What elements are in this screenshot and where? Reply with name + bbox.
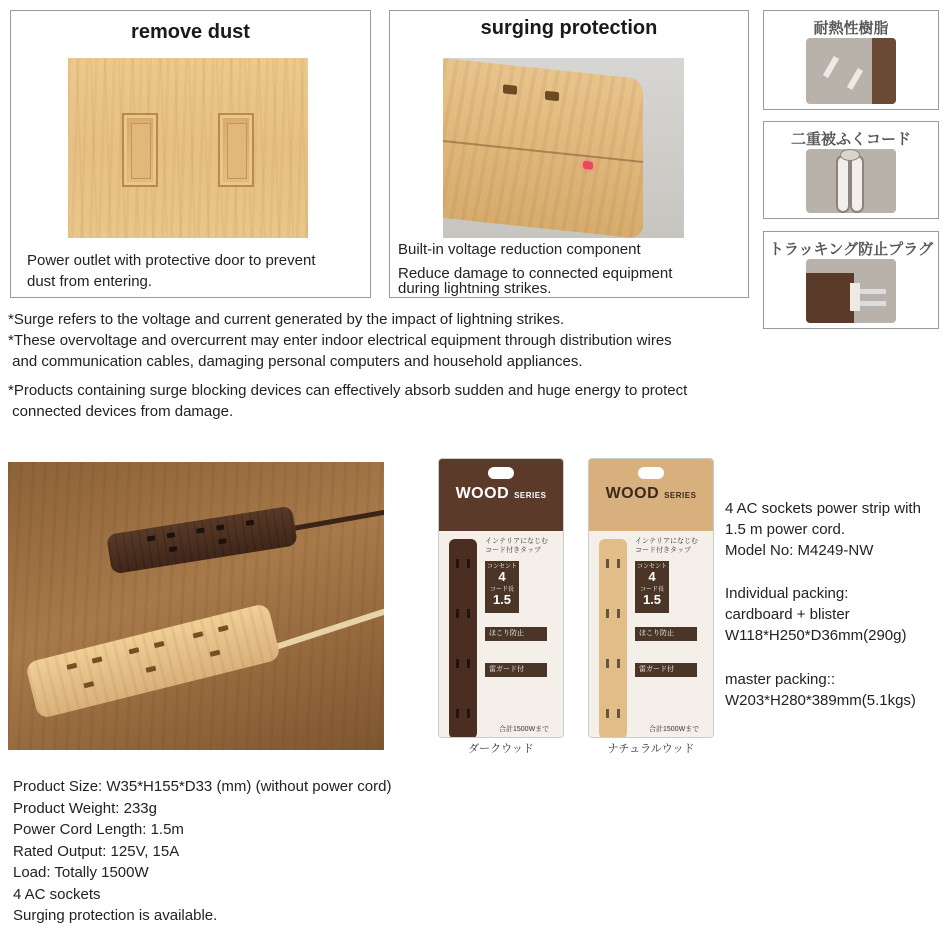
hang-hole (638, 467, 664, 479)
package-rating: 合計1500Wまで (499, 726, 550, 733)
product-info-line: Individual packing: (725, 585, 849, 602)
package-brand: WOOD SERIES (605, 485, 697, 502)
spec-product-size: Product Size: W35*H155*D33 (mm) (without power cord) (13, 778, 392, 795)
package-strip-image (449, 539, 477, 738)
package-strip-image (599, 539, 627, 738)
icon-box-resin (763, 10, 939, 110)
package-rating: 合計1500Wまで (649, 726, 700, 733)
spec-product-weight: Product Weight: 233g (13, 800, 157, 817)
package-spec-badge: コンセント 4 コード長 1.5 (635, 561, 669, 613)
feature-surge-protection (389, 10, 749, 298)
surge-indicator-led (583, 161, 593, 170)
package-brand: WOOD SERIES (455, 485, 547, 502)
individual-packing-size: W118*H250*D36mm(290g) (725, 627, 907, 644)
feature-desc-line: Power outlet with protective door to prevent (27, 252, 316, 269)
product-info-line: master packing:: (725, 671, 836, 688)
note-overvoltage: *These overvoltage and overcurrent may enter indoor electrical equipment through distribution wires (8, 332, 672, 349)
natural-wood-power-strip (25, 603, 282, 720)
outlet-door-right (218, 113, 254, 187)
spec-rated-output: Rated Output: 125V, 15A (13, 843, 180, 860)
package-header-text: インテリアになじむ コード付きタップ (485, 538, 548, 554)
anti-tracking-plug-icon (806, 259, 896, 323)
feature-desc-line: Built-in voltage reduction component (398, 241, 641, 258)
product-info-line: cardboard + blister (725, 606, 850, 623)
package-caption-natural: ナチュラルウッド (607, 743, 695, 755)
package-dark-wood (438, 458, 564, 738)
feature-desc-line: during lightning strikes. (398, 280, 552, 297)
package-spec-badge: コンセント 4 コード長 1.5 (485, 561, 519, 613)
icon-box-cord (763, 121, 939, 219)
note-surge-definition: *Surge refers to the voltage and current generated by the impact of lightning strikes. (8, 311, 565, 328)
feature-desc-line: Reduce damage to connected equipment (398, 265, 673, 282)
note-overvoltage-cont: and communication cables, damaging personal computers and household appliances. (8, 353, 583, 370)
spec-surge: Surging protection is available. (13, 907, 218, 924)
model-number: Model No: M4249-NW (725, 542, 874, 559)
power-strip-body (443, 58, 643, 238)
spec-sockets: 4 AC sockets (13, 886, 101, 903)
package-caption-dark: ダークウッド (468, 743, 534, 755)
outlet-door-left (122, 113, 158, 187)
feature-title: surging protection (480, 17, 658, 39)
product-info-line: 1.5 m power cord. (725, 521, 846, 538)
product-info-line: 4 AC sockets power strip with (725, 500, 921, 517)
package-header-text: インテリアになじむ コード付きタップ (635, 538, 698, 554)
feature-desc-line: dust from entering. (27, 273, 153, 290)
package-tag-lightning: 雷ガード付 (485, 663, 547, 677)
note-surge-blocking: *Products containing surge blocking devices can effectively absorb sudden and huge energy to protect (8, 382, 688, 399)
dark-wood-power-strip (106, 506, 298, 575)
spec-cord-length: Power Cord Length: 1.5m (13, 821, 184, 838)
feature-title: remove dust (131, 21, 250, 43)
icon-label: 耐熱性樹脂 (813, 20, 889, 37)
package-tag-lightning: 雷ガード付 (635, 663, 697, 677)
package-natural-wood (588, 458, 714, 738)
icon-label: トラッキング防止プラグ (768, 241, 934, 258)
package-tag-dust: ほこり防止 (635, 627, 697, 641)
master-packing-size: W203*H280*389mm(5.1kgs) (725, 692, 916, 709)
hang-hole (488, 467, 514, 479)
icon-label: 二重被ふくコード (790, 131, 911, 148)
icon-box-plug (763, 231, 939, 329)
note-surge-blocking-cont: connected devices from damage. (8, 403, 234, 420)
double-coated-cord-icon (806, 149, 896, 213)
product-photo (8, 462, 384, 750)
package-tag-dust: ほこり防止 (485, 627, 547, 641)
dust-door-photo (68, 58, 308, 238)
spec-load: Load: Totally 1500W (13, 864, 149, 881)
heat-resistant-resin-icon (806, 38, 896, 104)
surge-component-photo (443, 58, 684, 238)
feature-remove-dust (10, 10, 371, 298)
